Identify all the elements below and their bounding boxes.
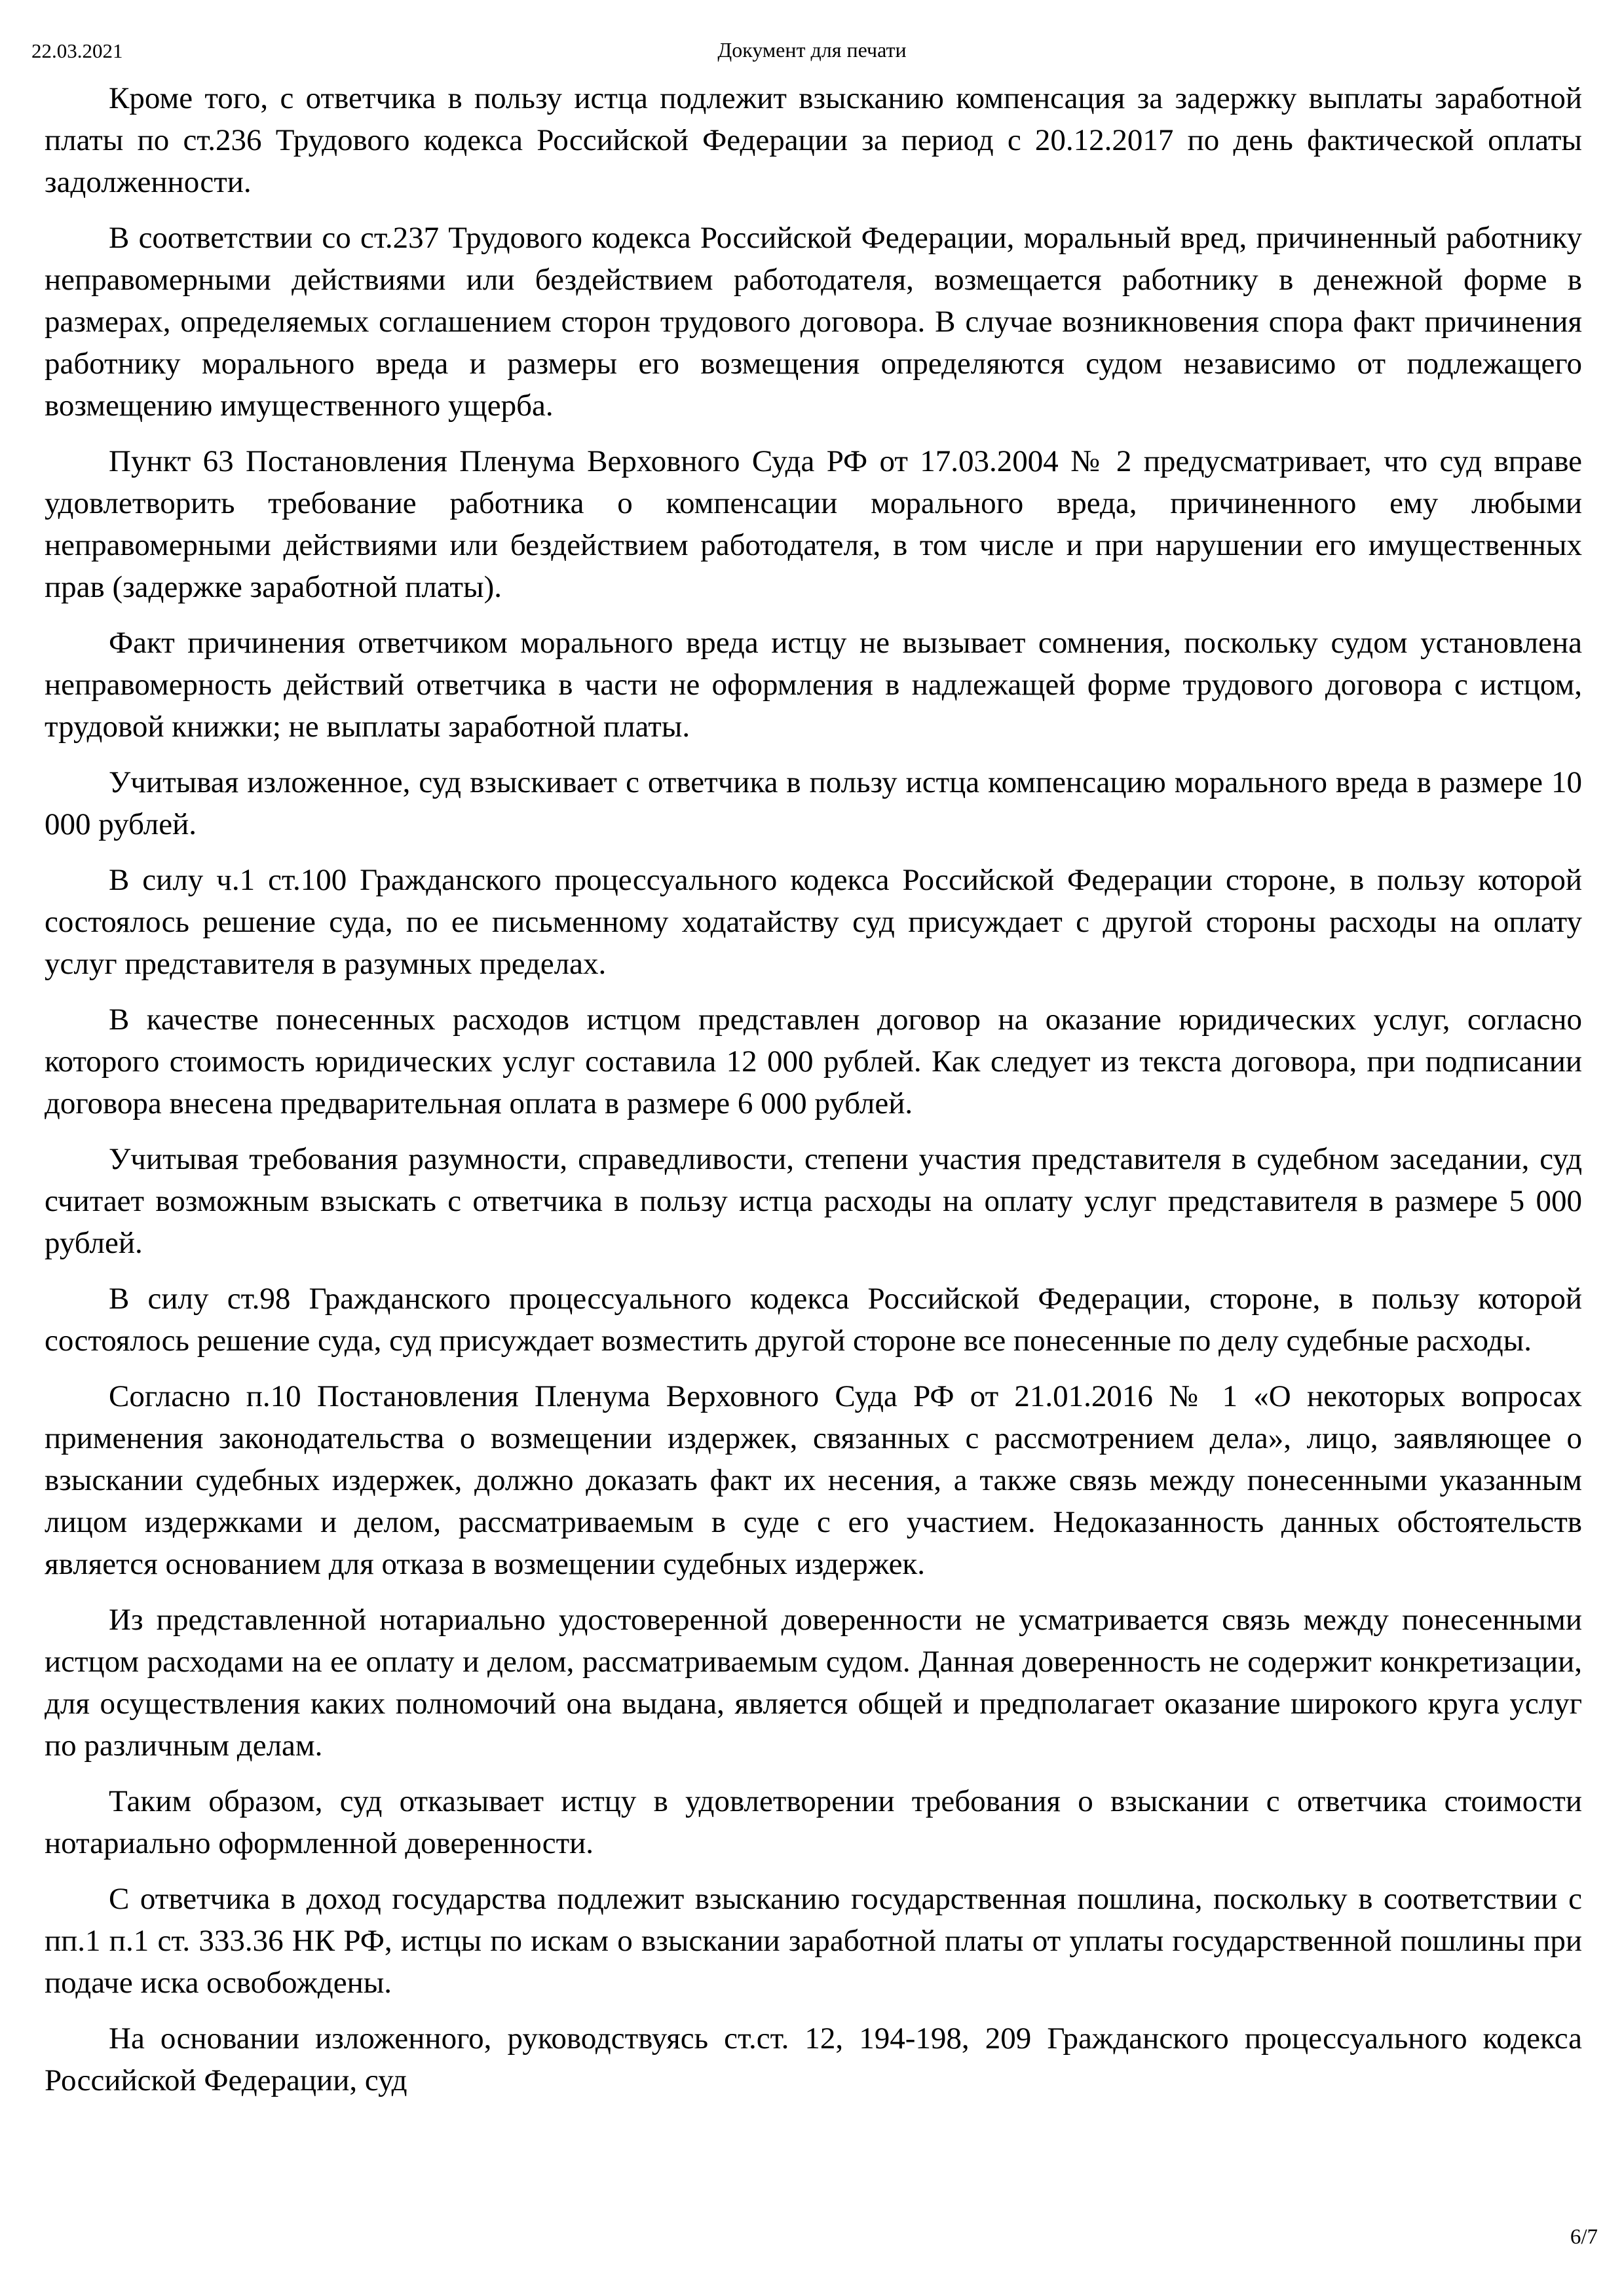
paragraph-list [45, 77, 1582, 2101]
document-paragraph: Таким образом, суд отказывает истцу в удовлетворении требования о взыскании с ответчика стоимости нотариально оформленной доверенности. [45, 1784, 1582, 1860]
document-paragraph: В соответствии со ст.237 Трудового кодекса Российской Федерации, моральный вред, причиненный работнику неправомерными действиями или бездействием работодателя, возмещается работнику в денежной форме в размерах, определяемых соглашением сторон трудового договора. В случае возникновения спора факт причинения работнику морального вреда и размеры его возмещения определяются судом независимо от подлежащего возмещению имущественного ущерба. [45, 221, 1582, 423]
document-paragraph: С ответчика в доход государства подлежит взысканию государственная пошлина, поскольку в соответствии с пп.1 п.1 ст. 333.36 НК РФ, истцы по искам о взыскании заработной платы от уплаты государственной пошлины при подаче иска освобождены. [45, 1882, 1582, 2000]
document-paragraph: В силу ст.98 Гражданского процессуального кодекса Российской Федерации, стороне, в пользу которой состоялось решение суда, суд присуждает возместить другой стороне все понесенные по делу судебные расходы. [45, 1282, 1582, 1358]
page-footer [1570, 2225, 1598, 2249]
document-paragraph: Из представленной нотариально удостоверенной доверенности не усматривается связь между понесенными истцом расходами на ее оплату и делом, рассматриваемым судом. Данная доверенность не содержит конкретизации, для осуществления каких полномочий она выдана, является общей и предполагает оказание широкого круга услуг по различным делам. [45, 1603, 1582, 1763]
document-paragraph: Факт причинения ответчиком морального вреда истцу не вызывает сомнения, поскольку судом установлена неправомерность действий ответчика в части не оформления в надлежащей форме трудового договора с истцом, трудовой книжки; не выплаты заработной платы. [45, 626, 1582, 744]
document-body [45, 77, 1582, 2115]
document-paragraph: Учитывая требования разумности, справедливости, степени участия представителя в судебном заседании, суд считает возможным взыскать с ответчика в пользу истца расходы на оплату услуг представителя в размере 5 000 рублей. [45, 1142, 1582, 1260]
document-paragraph: В силу ч.1 ст.100 Гражданского процессуального кодекса Российской Федерации стороне, в пользу которой состоялось решение суда, по ее письменному ходатайству суд присуждает с другой стороны расходы на оплату услуг представителя в разумных пределах. [45, 863, 1582, 981]
page-header [0, 38, 1624, 64]
document-paragraph: Учитывая изложенное, суд взыскивает с ответчика в пользу истца компенсацию морального вреда в размере 10 000 рублей. [45, 765, 1582, 841]
page-title: Документ для печати [717, 38, 907, 62]
header-date: 22.03.2021 [31, 39, 123, 62]
document-paragraph: Пункт 63 Постановления Пленума Верховного Суда РФ от 17.03.2004 № 2 предусматривает, что суд вправе удовлетворить требование работника о компенсации морального вреда, причиненного ему любыми неправомерными действиями или бездействием работодателя, в том числе и при нарушении его имущественных прав (задержке заработной платы). [45, 444, 1582, 604]
document-paragraph: На основании изложенного, руководствуясь ст.ст. 12, 194-198, 209 Гражданского процессуального кодекса Российской Федерации, суд [45, 2021, 1582, 2097]
document-paragraph: Кроме того, с ответчика в пользу истца подлежит взысканию компенсация за задержку выплаты заработной платы по ст.236 Трудового кодекса Российской Федерации за период с 20.12.2017 по день фактической оплаты задолженности. [45, 81, 1582, 199]
document-paragraph: Согласно п.10 Постановления Пленума Верховного Суда РФ от 21.01.2016 № 1 «О некоторых вопросах применения законодательства о возмещении издержек, связанных с рассмотрением дела», лицо, заявляющее о взыскании судебных издержек, должно доказать факт их несения, а также связь между понесенными указанным лицом издержками и делом, рассматриваемым в суде с его участием. Недоказанность данных обстоятельств является основанием для отказа в возмещении судебных издержек. [45, 1379, 1582, 1581]
page-number: 6/7 [1570, 2225, 1598, 2249]
document-paragraph: В качестве понесенных расходов истцом представлен договор на оказание юридических услуг, согласно которого стоимость юридических услуг составила 12 000 рублей. Как следует из текста договора, при подписании договора внесена предварительная оплата в размере 6 000 рублей. [45, 1003, 1582, 1120]
